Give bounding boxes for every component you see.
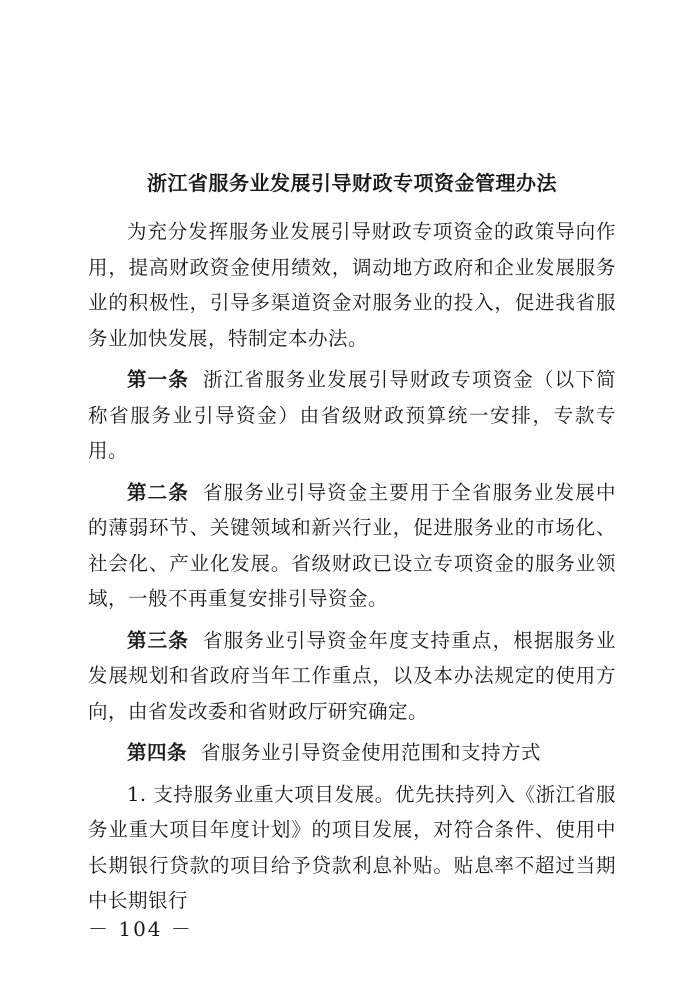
article-3-text: 省服务业引导资金年度支持重点，根据服务业发展规划和省政府当年工作重点，以及本办法规定的使用方向，由省发改委和省财政厅研究确定。 [88,628,616,723]
article-2 [88,475,616,617]
document-body [88,168,616,925]
article-4-item-1: 1. 支持服务业重大项目发展。优先扶持列入《浙江省服务业重大项目年度计划》的项目发展，对符合条件、使用中长期银行贷款的项目给予贷款利息补贴。贴息率不超过当期中长期银行 [88,782,616,912]
page-number: － 104 － [88,917,193,941]
article-4-text: 省服务业引导资金使用范围和支持方式 [201,741,542,764]
document-title: 浙江省服务业发展引导财政专项资金管理办法 [147,171,557,195]
article-3 [88,623,616,730]
article-2-heading: 第二条 [127,480,190,504]
article-1 [88,362,616,469]
article-2-text: 省服务业引导资金主要用于全省服务业发展中的薄弱环节、关键领域和新兴行业，促进服务业的市场化、社会化、产业化发展。省级财政已设立专项资金的服务业领域，一般不再重复安排引导资金。 [88,480,616,610]
article-1-text: 浙江省服务业发展引导财政专项资金（以下简称省服务业引导资金）由省级财政预算统一安排，专款专用。 [88,368,616,462]
article-4-heading: 第四条 [127,741,188,764]
article-1-heading: 第一条 [127,368,190,391]
intro-paragraph: 为充分发挥服务业发展引导财政专项资金的政策导向作用，提高财政资金使用绩效，调动地方政府和企业发展服务业的积极性，引导多渠道资金对服务业的投入，促进我省服务业加快发展，特制定本办法。 [88,220,616,350]
article-3-heading: 第三条 [127,628,190,652]
article-4 [88,735,616,771]
